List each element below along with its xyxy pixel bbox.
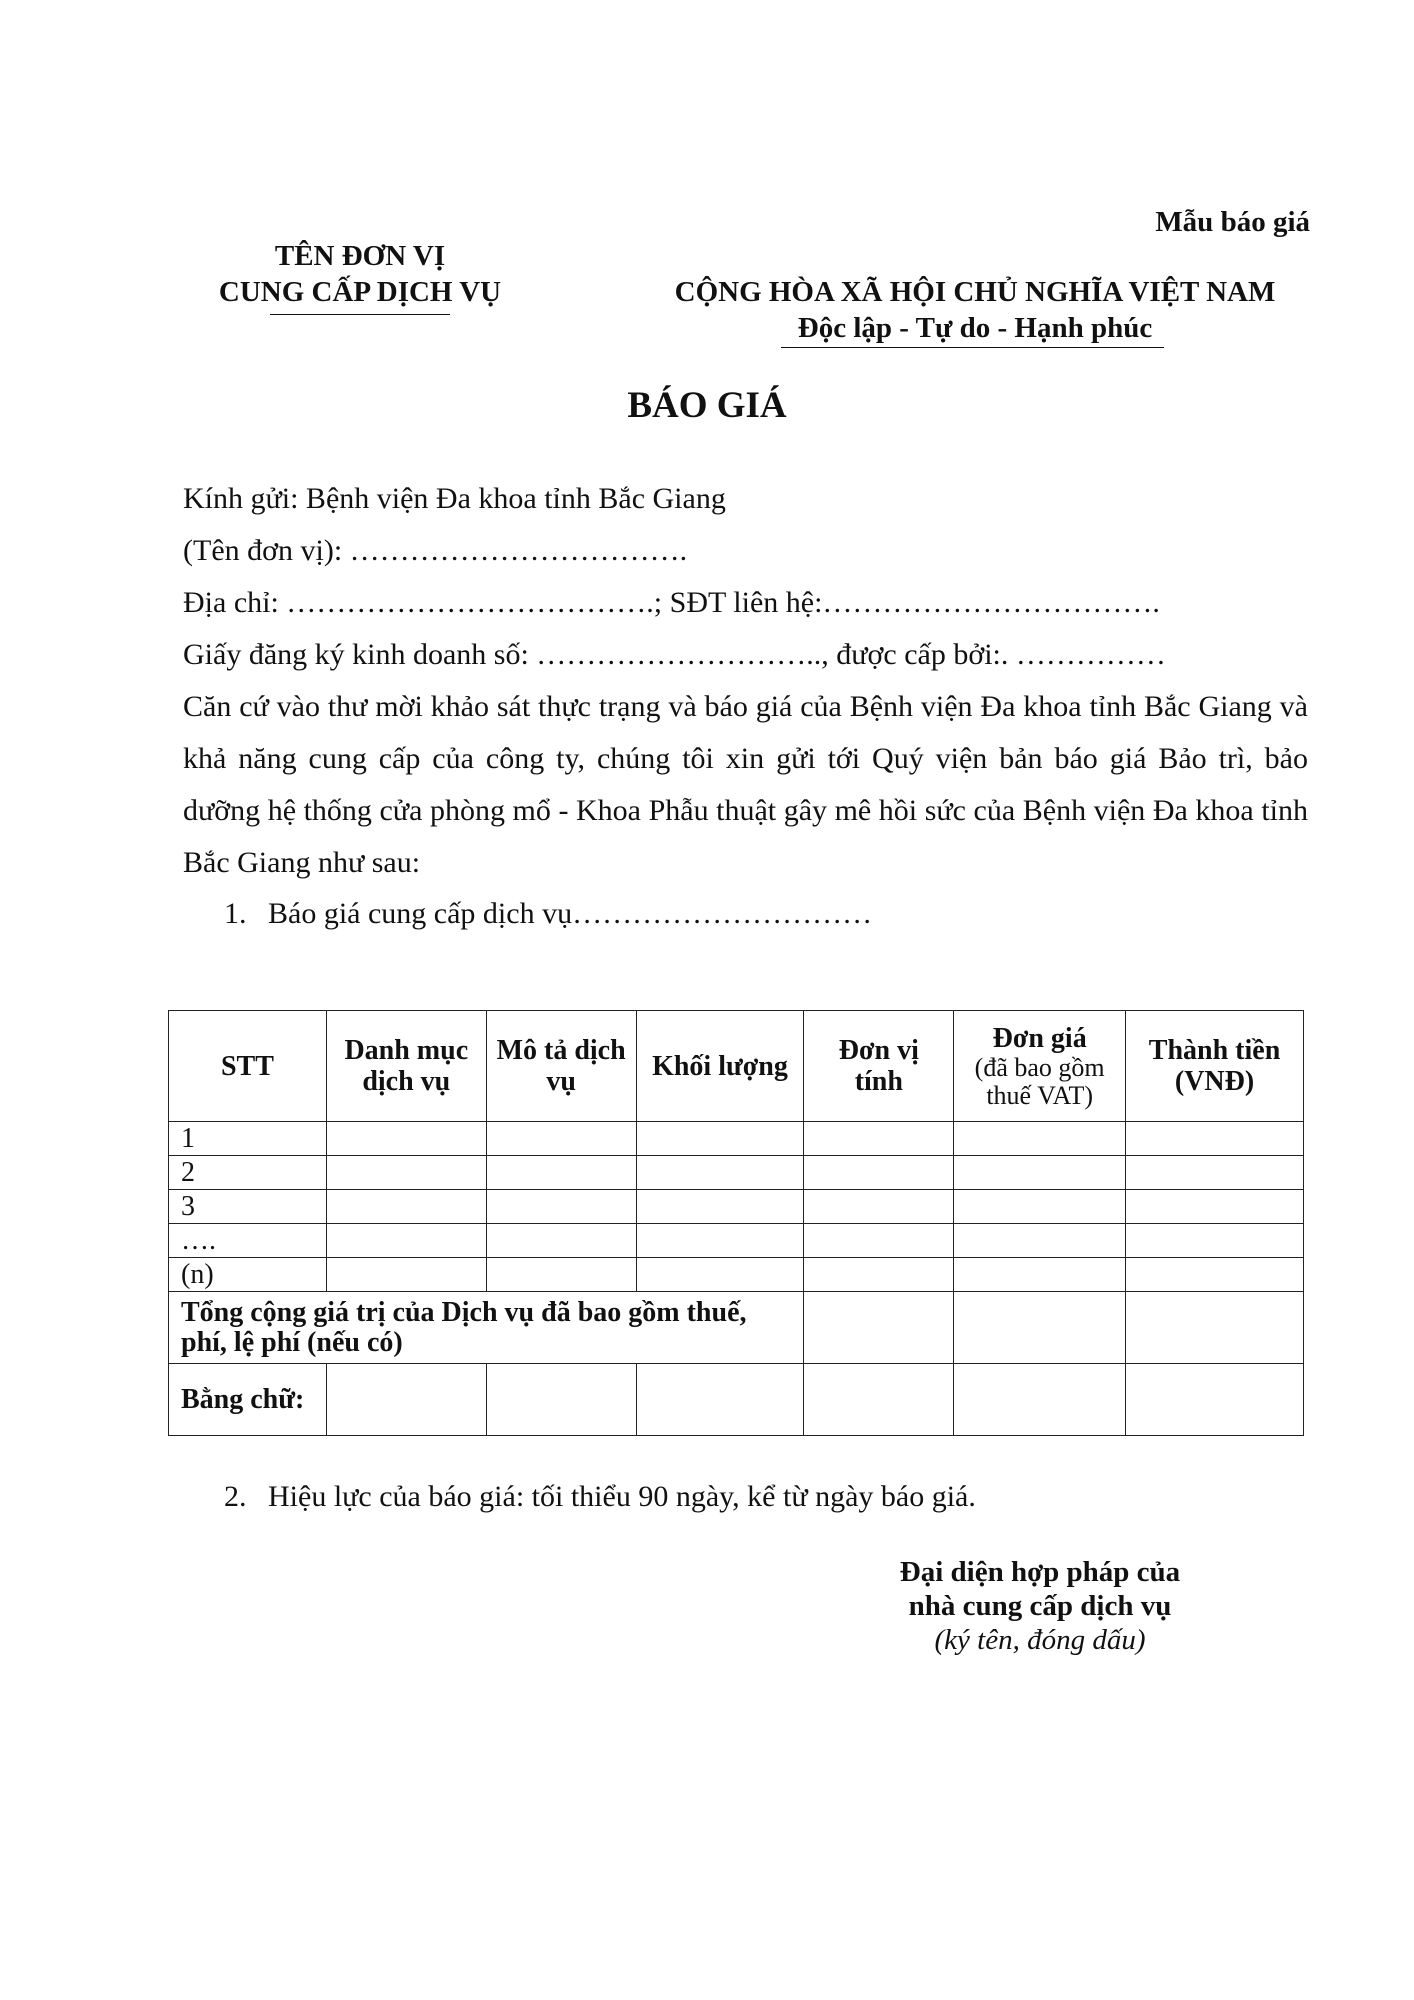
table-cell (954, 1364, 1126, 1436)
organization-heading (185, 238, 535, 310)
header-unit: Đơn vị tính (804, 1011, 954, 1122)
intro-block (183, 473, 1308, 681)
list-item-2 (224, 1480, 976, 1514)
table-cell (486, 1364, 636, 1436)
table-row (169, 1122, 1304, 1156)
table-cell (954, 1292, 1126, 1364)
form-label: Mẫu báo giá (1155, 206, 1310, 238)
row-number: …. (169, 1224, 327, 1258)
row-number: 1 (169, 1122, 327, 1156)
address-line: Địa chỉ: ……………………………….; SĐT liên hệ:……………………………. (183, 586, 1160, 619)
motto-underline (781, 347, 1164, 348)
table-cell (804, 1122, 954, 1156)
table-cell (486, 1156, 636, 1190)
table-cell (636, 1258, 804, 1292)
table-cell (1126, 1364, 1304, 1436)
table-cell (486, 1122, 636, 1156)
table-cell (636, 1122, 804, 1156)
table-cell (804, 1292, 954, 1364)
table-cell (326, 1190, 486, 1224)
table-cell (954, 1156, 1126, 1190)
header-price (954, 1011, 1126, 1122)
in-words-row (169, 1364, 1304, 1436)
table-cell (636, 1224, 804, 1258)
table-cell (1126, 1156, 1304, 1190)
header-total: Thành tiền (VNĐ) (1126, 1011, 1304, 1122)
header-quantity: Khối lượng (636, 1011, 804, 1122)
table-cell (1126, 1224, 1304, 1258)
table-cell (804, 1190, 954, 1224)
header-price-note: (đã bao gồm thuế VAT) (974, 1052, 1105, 1110)
table-cell (804, 1258, 954, 1292)
item1-number: 1. (224, 897, 247, 930)
org-underline (270, 314, 450, 315)
table-cell (1126, 1122, 1304, 1156)
table-cell (636, 1190, 804, 1224)
row-number: 2 (169, 1156, 327, 1190)
table-cell (326, 1258, 486, 1292)
total-label: Tổng cộng giá trị của Dịch vụ đã bao gồm thuế, phí, lệ phí (nếu có) (169, 1292, 804, 1364)
header-category: Danh mục dịch vụ (326, 1011, 486, 1122)
table-row (169, 1190, 1304, 1224)
table-cell (326, 1122, 486, 1156)
quote-table (168, 1010, 1304, 1436)
table-cell (486, 1224, 636, 1258)
table-cell (954, 1258, 1126, 1292)
signature-block (850, 1555, 1230, 1657)
table-cell (954, 1190, 1126, 1224)
org-name-line2: CUNG CẤP DỊCH VỤ (218, 276, 502, 308)
org-name-line1: TÊN ĐƠN VỊ (274, 240, 446, 272)
header-price-label: Đơn giá (992, 1022, 1087, 1054)
country-name: CỘNG HÒA XÃ HỘI CHỦ NGHĨA VIỆT NAM (674, 276, 1276, 308)
signer-title-line1: Đại diện hợp pháp của (899, 1556, 1181, 1588)
header-description: Mô tả dịch vụ (486, 1011, 636, 1122)
table-cell (1126, 1190, 1304, 1224)
table-row (169, 1224, 1304, 1258)
total-row (169, 1292, 1304, 1364)
table-cell (1126, 1292, 1304, 1364)
signature-note: (ký tên, đóng dấu) (934, 1624, 1146, 1656)
row-number: (n) (169, 1258, 327, 1292)
table-cell (804, 1156, 954, 1190)
body-paragraph: Căn cứ vào thư mời khảo sát thực trạng và báo giá của Bệnh viện Đa khoa tỉnh Bắc Giang và khả năng cung cấp của công ty, chúng tôi xin gửi tới Quý viện bản báo giá Bảo trì, bảo dưỡng hệ thống cửa phòng mổ - Khoa Phẫu thuật gây mê hồi sức của Bệnh viện Đa khoa tỉnh Bắc Giang như sau: (183, 690, 1308, 879)
list-item-1 (224, 897, 872, 931)
table-cell (326, 1224, 486, 1258)
table-cell (1126, 1258, 1304, 1292)
document-title: BÁO GIÁ (627, 385, 787, 426)
table-cell (326, 1156, 486, 1190)
recipient-line: Kính gửi: Bệnh viện Đa khoa tỉnh Bắc Giang (183, 482, 726, 515)
table-row (169, 1156, 1304, 1190)
item2-number: 2. (224, 1480, 247, 1513)
header-stt: STT (169, 1011, 327, 1122)
table-cell (954, 1224, 1126, 1258)
table-cell (804, 1364, 954, 1436)
item1-text: Báo giá cung cấp dịch vụ………………………… (268, 897, 873, 930)
national-heading (615, 274, 1335, 346)
table-cell (326, 1364, 486, 1436)
national-motto: Độc lập - Tự do - Hạnh phúc (797, 312, 1153, 344)
item2-text: Hiệu lực của báo giá: tối thiểu 90 ngày, kể từ ngày báo giá. (268, 1480, 976, 1513)
table-row (169, 1258, 1304, 1292)
row-number: 3 (169, 1190, 327, 1224)
table-cell (636, 1364, 804, 1436)
table-cell (486, 1190, 636, 1224)
table-cell (636, 1156, 804, 1190)
table-cell (486, 1258, 636, 1292)
unit-name-line: (Tên đơn vị): ……………………………. (183, 534, 688, 567)
table-header-row (169, 1011, 1304, 1122)
signer-title-line2: nhà cung cấp dịch vụ (908, 1590, 1172, 1622)
business-registration-line: Giấy đăng ký kinh doanh số: ……………………….., được cấp bởi:. …………… (183, 638, 1166, 671)
in-words-label: Bằng chữ: (169, 1364, 327, 1436)
table-cell (804, 1224, 954, 1258)
table-cell (954, 1122, 1126, 1156)
